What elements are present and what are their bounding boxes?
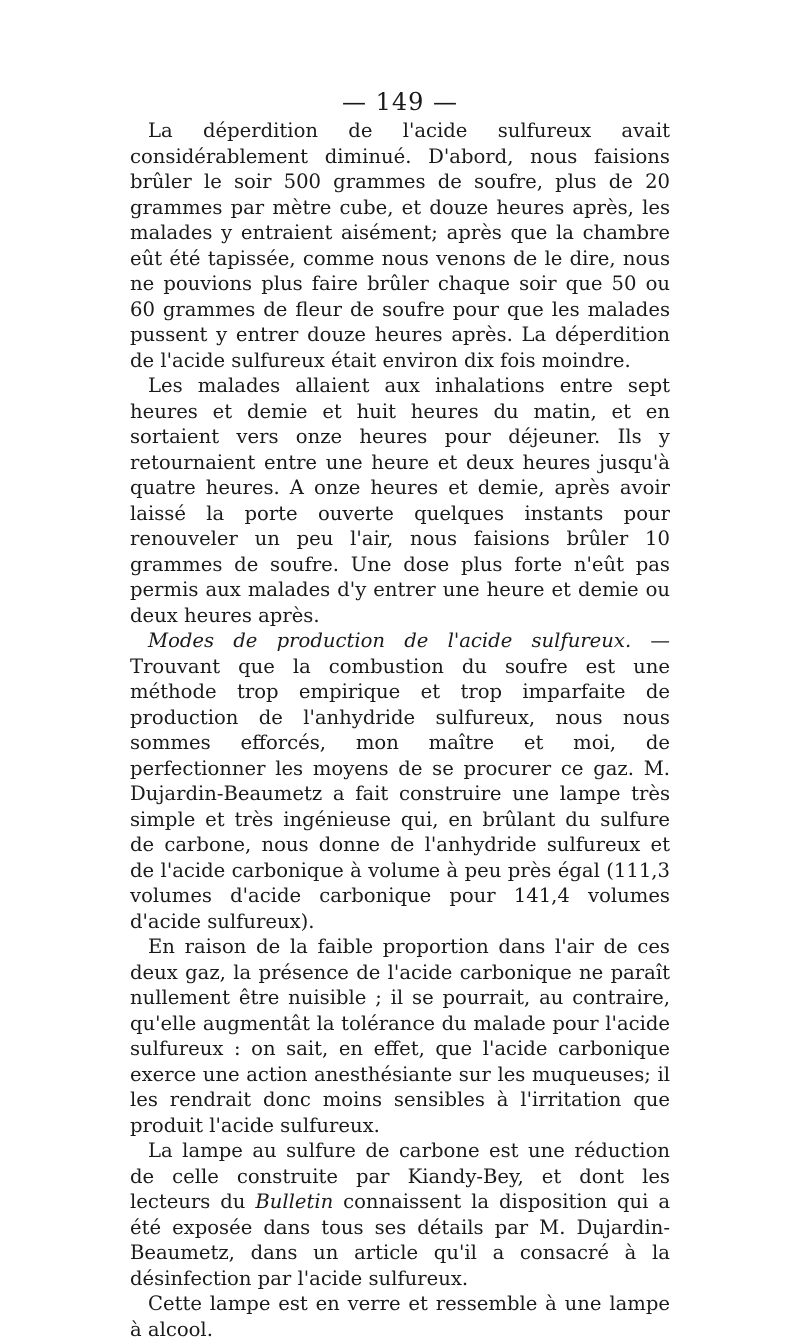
paragraph-lamp-reduction-text-before: La lampe au sulfure de carbone est une réduction de celle construite par Kiandy-Bey, et dont les lecteurs du: [130, 1139, 670, 1213]
paragraph-lamp-reduction-text-after: connaissent la disposition qui a été exposée dans tous ses détails par M. Dujardin-Beaumetz, dans un article qu'il a consacré à la désinfection par l'acide sulfureux.: [130, 1190, 671, 1290]
paragraph-lamp-reduction: [130, 1138, 670, 1291]
paragraph-production-modes: [130, 628, 670, 934]
bulletin-title: Bulletin: [255, 1190, 334, 1213]
paragraph-lamp-description: Cette lampe est en verre et ressemble à une lampe à alcool.: [130, 1292, 670, 1341]
body-text: [130, 118, 670, 1342]
paragraph-sulfurous-acid-loss: La déperdition de l'acide sulfureux avait considérablement diminué. D'abord, nous faisions brûler le soir 500 grammes de soufre, plus de 20 grammes par mètre cube, et douze heures après, les malades y entraient aisément; après que la chambre eût été tapissée, comme nous venons de le dire, nous ne pouvions plus faire brûler chaque soir que 50 ou 60 grammes de fleur de soufre pour que les malades pussent y entrer douze heures après. La déperdition de l'acide sulfureux était environ dix fois moindre.: [130, 119, 670, 372]
paragraph-inhalation-schedule: Les malades allaient aux inhalations entre sept heures et demie et huit heures du matin, et en sortaient vers onze heures pour déjeuner. Ils y retournaient entre une heure et deux heures jusqu'à quatre heures. A onze heures et demie, après avoir laissé la porte ouverte quelques instants pour renouveler un peu l'air, nous faisions brûler 10 grammes de soufre. Une dose plus forte n'eût pas permis aux malades d'y entrer une heure et demie ou deux heures après.: [130, 374, 670, 627]
paragraph-carbonic-acid: En raison de la faible proportion dans l'air de ces deux gaz, la présence de l'acide carbonique ne paraît nullement être nuisible ; il se pourrait, au contraire, qu'elle augmentât la tolérance du malade pour l'acide sulfureux : on sait, en effet, que l'acide carbonique exerce une action anesthésiante sur les muqueuses; il les rendrait donc moins sensibles à l'irritation que produit l'acide sulfureux.: [130, 935, 670, 1137]
section-heading-production-modes: Modes de production de l'acide sulfureux.: [148, 629, 632, 652]
paragraph-production-modes-text: — Trouvant que la combustion du soufre est une méthode trop empirique et trop imparfaite de production de l'anhydride sulfureux, nous nous sommes efforcés, mon maître et moi, de perfectionner les moyens de se procurer ce gaz. M. Dujardin-Beaumetz a fait construire une lampe très simple et très ingénieuse qui, en brûlant du sulfure de carbone, nous donne de l'anhydride sulfureux et de l'acide carbonique à volume à peu près égal (111,3 volumes d'acide carbonique pour 141,4 volumes d'acide sulfureux).: [130, 629, 670, 933]
page-number: — 149 —: [341, 88, 459, 116]
